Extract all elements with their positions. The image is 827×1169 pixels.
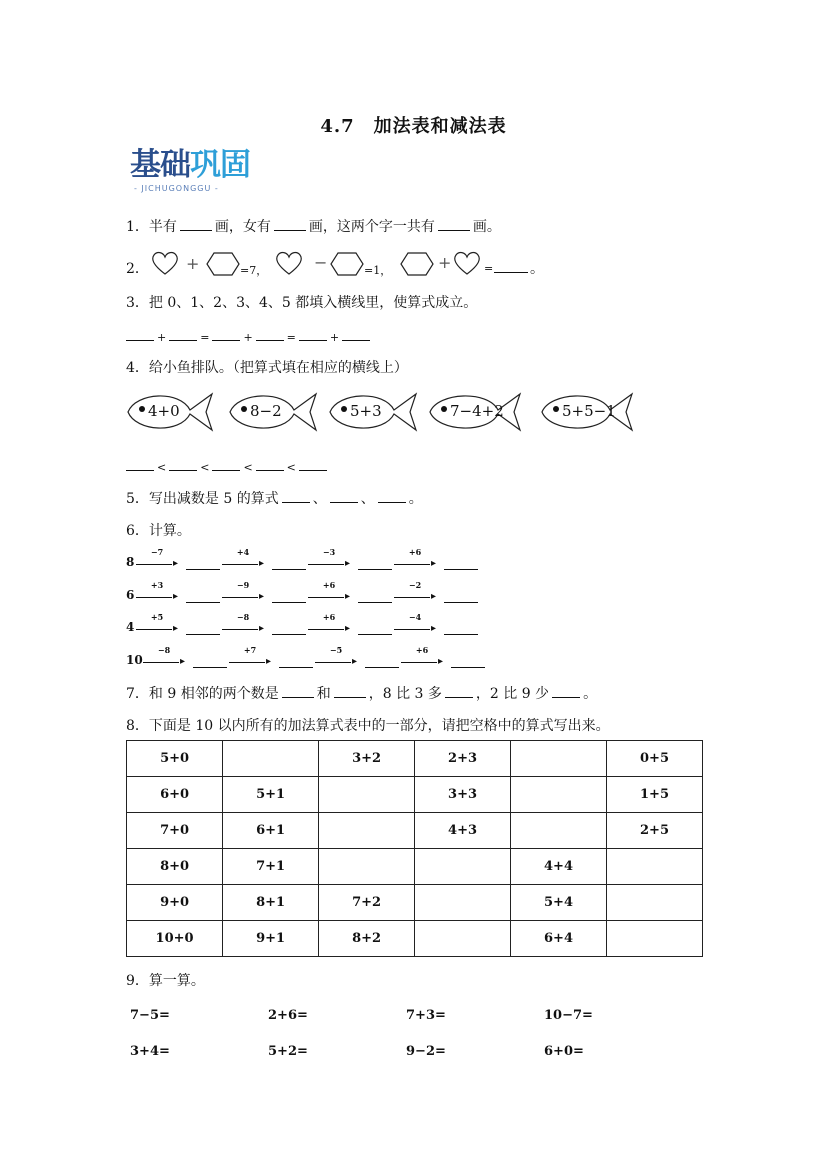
answer-blank[interactable]	[186, 592, 220, 603]
answer-blank[interactable]	[169, 328, 197, 341]
operation-arrow	[308, 580, 350, 604]
answer-blank[interactable]	[272, 592, 306, 603]
table-cell: 6+0	[127, 777, 223, 813]
answer-blank[interactable]	[444, 624, 478, 635]
table-row	[127, 921, 703, 957]
table-cell: 10+0	[127, 921, 223, 957]
answer-blank[interactable]	[552, 685, 580, 698]
fish-card	[538, 388, 636, 436]
answer-blank[interactable]	[126, 328, 154, 341]
arrow-head-icon: ▸	[430, 591, 436, 602]
table-cell: 7+1	[223, 849, 319, 885]
answer-blank[interactable]	[282, 685, 314, 698]
arrow-head-icon: ▸	[430, 623, 436, 634]
table-cell: 9+0	[127, 885, 223, 921]
chain-start: 10	[126, 653, 143, 667]
blank-cell[interactable]	[511, 777, 607, 813]
operation-label: −9	[236, 580, 250, 590]
answer-blank[interactable]	[272, 559, 306, 570]
answer-blank[interactable]	[126, 458, 154, 471]
answer-blank[interactable]	[186, 624, 220, 635]
answer-blank[interactable]	[186, 559, 220, 570]
answer-blank[interactable]	[494, 260, 528, 273]
question-8: 8．下面是 10 以内所有的加法算式表中的一部分，请把空格中的算式写出来。	[126, 718, 610, 734]
fish-card	[124, 388, 216, 436]
fish-expression: 5+5−1	[562, 402, 616, 420]
answer-blank[interactable]	[451, 657, 485, 668]
table-cell: 2+3	[415, 741, 511, 777]
operation-arrow	[394, 580, 436, 604]
table-cell: 6+1	[223, 813, 319, 849]
question-7: 7．和 9 相邻的两个数是 和 ，8 比 3 多 ，2 比 9 少 。	[126, 686, 598, 702]
answer-blank[interactable]	[193, 657, 227, 668]
table-cell: 8+2	[319, 921, 415, 957]
operation-label: +6	[408, 547, 422, 557]
calc-item: 10−7=	[544, 1008, 593, 1023]
q4-order-line: < < < <	[126, 458, 330, 475]
table-cell: 8+1	[223, 885, 319, 921]
table-row	[127, 849, 703, 885]
answer-blank[interactable]	[272, 624, 306, 635]
fish-expression: 7−4+2	[450, 402, 504, 420]
fish-expression: 4+0	[148, 402, 180, 420]
answer-blank[interactable]	[169, 458, 197, 471]
answer-blank[interactable]	[358, 624, 392, 635]
operation-label: +6	[322, 612, 336, 622]
operation-label: +7	[243, 645, 257, 655]
section-logo: 基础巩固 - JICHUGONGGU -	[130, 147, 250, 193]
blank-cell[interactable]	[606, 921, 702, 957]
fish-card	[326, 388, 420, 436]
answer-blank[interactable]	[342, 328, 370, 341]
answer-blank[interactable]	[299, 458, 327, 471]
answer-blank[interactable]	[212, 328, 240, 341]
arrow-head-icon: ▸	[265, 656, 271, 667]
page-title: 4.7 加法表和减法表	[320, 116, 507, 137]
table-cell: 8+0	[127, 849, 223, 885]
arrow-head-icon: ▸	[351, 656, 357, 667]
operation-arrow	[143, 645, 185, 669]
blank-cell[interactable]	[415, 885, 511, 921]
answer-blank[interactable]	[212, 458, 240, 471]
operation-arrow	[136, 612, 178, 636]
table-cell: 5+0	[127, 741, 223, 777]
table-cell: 1+5	[606, 777, 702, 813]
answer-blank[interactable]	[365, 657, 399, 668]
table-cell: 3+3	[415, 777, 511, 813]
arrow-head-icon: ▸	[344, 591, 350, 602]
calc-item: 7+3=	[406, 1008, 446, 1023]
hexagon-icon	[400, 251, 434, 277]
operation-arrow	[308, 612, 350, 636]
heart-icon	[452, 250, 482, 276]
operation-label: +4	[236, 547, 250, 557]
calc-item: 6+0=	[544, 1044, 584, 1059]
table-cell: 4+3	[415, 813, 511, 849]
calc-item: 3+4=	[130, 1044, 170, 1059]
blank-cell[interactable]	[511, 813, 607, 849]
answer-blank[interactable]	[444, 592, 478, 603]
table-cell: 7+0	[127, 813, 223, 849]
answer-blank[interactable]	[358, 559, 392, 570]
blank-cell[interactable]	[511, 741, 607, 777]
table-cell: 5+1	[223, 777, 319, 813]
answer-blank[interactable]	[444, 559, 478, 570]
table-cell: 7+2	[319, 885, 415, 921]
answer-blank[interactable]	[256, 328, 284, 341]
operation-label: +5	[150, 612, 164, 622]
table-row	[127, 777, 703, 813]
answer-blank[interactable]	[358, 592, 392, 603]
heart-icon	[274, 250, 304, 276]
operation-label: −4	[408, 612, 422, 622]
answer-blank[interactable]	[279, 657, 313, 668]
answer-blank[interactable]	[299, 328, 327, 341]
blank-cell[interactable]	[606, 885, 702, 921]
question-6: 6．计算。	[126, 523, 191, 539]
heart-icon	[150, 250, 180, 276]
arrow-head-icon: ▸	[172, 591, 178, 602]
operation-arrow	[222, 547, 264, 571]
operation-arrow	[401, 645, 443, 669]
question-4: 4．给小鱼排队。（把算式填在相应的横线上）	[126, 360, 408, 376]
answer-blank[interactable]	[438, 218, 470, 231]
answer-blank[interactable]	[378, 490, 406, 503]
operation-arrow	[394, 547, 436, 571]
operation-arrow	[229, 645, 271, 669]
answer-blank[interactable]	[330, 490, 358, 503]
operation-arrow	[136, 547, 178, 571]
operation-label: +6	[322, 580, 336, 590]
table-row	[127, 741, 703, 777]
question-1: 1．半有 画，女有 画，这两个字一共有 画。	[126, 219, 501, 235]
question-5: 5．写出减数是 5 的算式 、 、 。	[126, 491, 423, 507]
operation-arrow	[222, 612, 264, 636]
blank-cell[interactable]	[319, 849, 415, 885]
table-cell: 5+4	[511, 885, 607, 921]
operation-label: −7	[150, 547, 164, 557]
question-3: 3．把 0、1、2、3、4、5 都填入横线里，使算式成立。	[126, 295, 478, 311]
fish-expression: 8−2	[250, 402, 282, 420]
table-row	[127, 813, 703, 849]
answer-blank[interactable]	[334, 685, 366, 698]
q3-equation: + = + = +	[126, 328, 373, 345]
operation-label: −8	[157, 645, 171, 655]
operation-arrow	[315, 645, 357, 669]
operation-arrow	[308, 547, 350, 571]
chain-start: 6	[126, 588, 135, 602]
blank-cell[interactable]	[319, 813, 415, 849]
calc-item: 9−2=	[406, 1044, 446, 1059]
blank-cell[interactable]	[415, 849, 511, 885]
fish-card	[426, 388, 524, 436]
answer-blank[interactable]	[180, 218, 212, 231]
operation-label: −3	[322, 547, 336, 557]
hexagon-icon	[206, 251, 240, 277]
chain-start: 8	[126, 555, 135, 569]
blank-cell[interactable]	[223, 741, 319, 777]
blank-cell[interactable]	[319, 777, 415, 813]
fish-expression: 5+3	[350, 402, 382, 420]
arrow-head-icon: ▸	[172, 623, 178, 634]
table-cell: 2+5	[606, 813, 702, 849]
answer-blank[interactable]	[274, 218, 306, 231]
operation-label: +6	[415, 645, 429, 655]
table-cell: 4+4	[511, 849, 607, 885]
arrow-head-icon: ▸	[258, 623, 264, 634]
arrow-head-icon: ▸	[430, 558, 436, 569]
operation-arrow	[222, 580, 264, 604]
operation-arrow	[136, 580, 178, 604]
table-cell: 3+2	[319, 741, 415, 777]
operation-label: −8	[236, 612, 250, 622]
blank-cell[interactable]	[606, 849, 702, 885]
arrow-head-icon: ▸	[258, 558, 264, 569]
answer-blank[interactable]	[445, 685, 473, 698]
hexagon-icon	[330, 251, 364, 277]
operation-label: −5	[329, 645, 343, 655]
arrow-head-icon: ▸	[172, 558, 178, 569]
arrow-head-icon: ▸	[179, 656, 185, 667]
arrow-head-icon: ▸	[437, 656, 443, 667]
arrow-head-icon: ▸	[258, 591, 264, 602]
operation-arrow	[394, 612, 436, 636]
blank-cell[interactable]	[415, 921, 511, 957]
answer-blank[interactable]	[256, 458, 284, 471]
calc-item: 2+6=	[268, 1008, 308, 1023]
fish-card	[226, 388, 320, 436]
operation-label: −2	[408, 580, 422, 590]
operation-label: +3	[150, 580, 164, 590]
chain-start: 4	[126, 620, 135, 634]
addition-table	[126, 740, 703, 957]
question-9: 9．算一算。	[126, 973, 205, 989]
arrow-head-icon: ▸	[344, 623, 350, 634]
table-cell: 9+1	[223, 921, 319, 957]
answer-blank[interactable]	[282, 490, 310, 503]
calc-item: 5+2=	[268, 1044, 308, 1059]
arrow-head-icon: ▸	[344, 558, 350, 569]
calc-item: 7−5=	[130, 1008, 170, 1023]
question-2: 2． + =7， − =1， + = 。	[126, 250, 686, 280]
table-cell: 0+5	[606, 741, 702, 777]
table-row	[127, 885, 703, 921]
table-cell: 6+4	[511, 921, 607, 957]
